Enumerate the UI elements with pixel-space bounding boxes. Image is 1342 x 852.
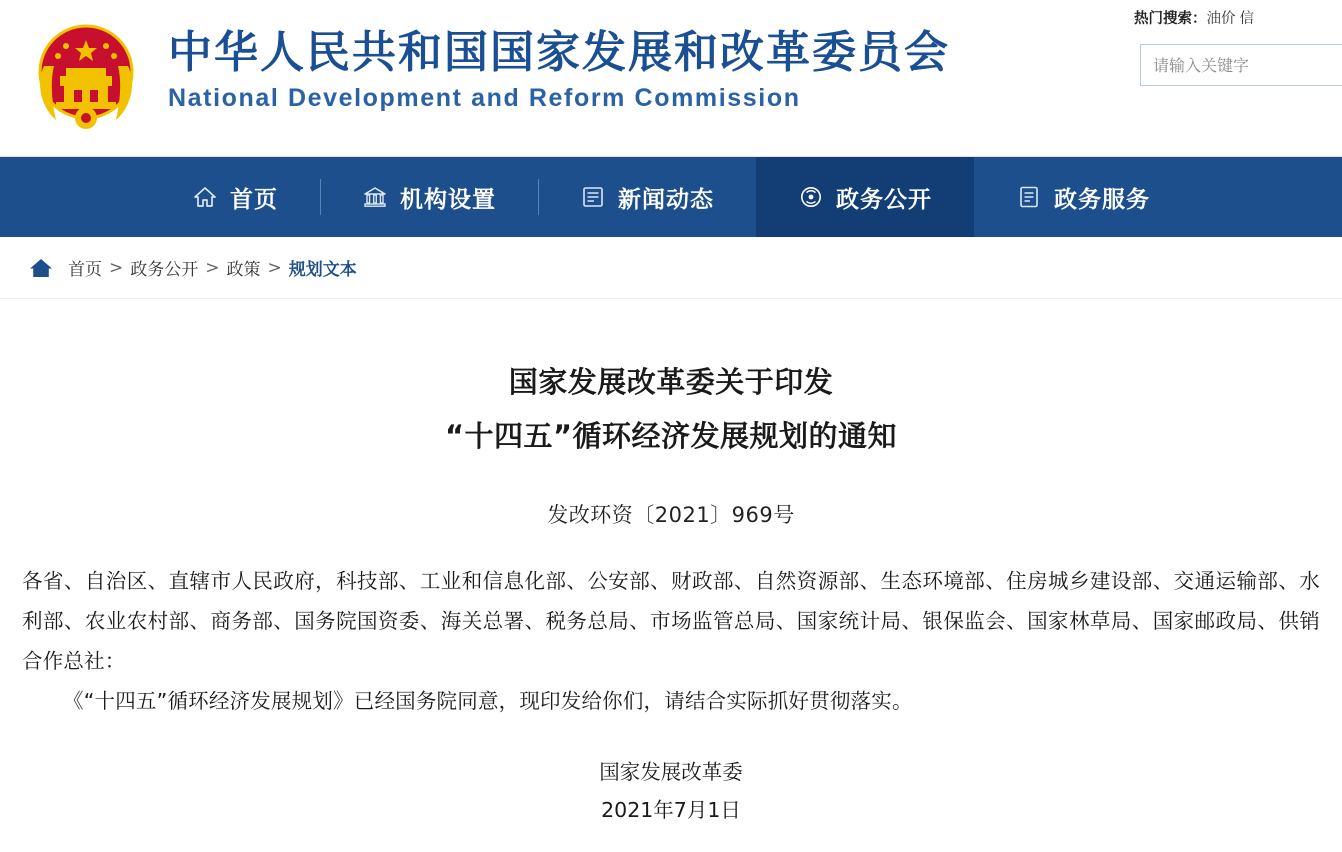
search-input[interactable] xyxy=(1141,45,1342,85)
nav-item-organization-label: 机构设置 xyxy=(400,186,496,213)
news-icon xyxy=(580,184,606,210)
nav-item-home-label: 首页 xyxy=(230,186,278,213)
document-paragraph-1: 《“十四五”循环经济发展规划》已经国务院同意，现印发给你们，请结合实际抓好贯彻落实。 xyxy=(63,689,913,713)
breadcrumb-separator-2: > xyxy=(267,257,282,278)
home-solid-icon xyxy=(28,255,54,281)
nav-item-government-services-label: 政务服务 xyxy=(1054,186,1150,213)
page-title xyxy=(22,355,1320,463)
nav-item-government-disclosure[interactable] xyxy=(756,157,974,237)
breadcrumb xyxy=(0,237,1342,299)
breadcrumb-item-2[interactable]: 政策 xyxy=(226,260,261,280)
nav-item-government-disclosure-label: 政务公开 xyxy=(836,186,932,213)
site-title-en: National Development and Reform Commission xyxy=(168,84,801,112)
nav-item-news[interactable] xyxy=(538,157,756,237)
document-signature-block xyxy=(22,753,1320,829)
hot-search-term-1[interactable]: 信 xyxy=(1239,11,1254,27)
document-number: 发改环资〔2021〕969号 xyxy=(547,503,795,527)
breadcrumb-item-1[interactable]: 政务公开 xyxy=(130,260,199,280)
document-date: 2021年7月1日 xyxy=(601,798,741,822)
nav-item-organization[interactable] xyxy=(320,157,538,237)
document-body xyxy=(22,561,1320,721)
nav-item-news-label: 新闻动态 xyxy=(618,186,714,213)
article xyxy=(0,355,1342,829)
breadcrumb-current: 规划文本 xyxy=(288,260,357,280)
site-title-cn: 中华人民共和国国家发展和改革委员会 xyxy=(168,27,950,78)
hot-search-label: 热门搜索： xyxy=(1134,11,1207,27)
hot-search xyxy=(1112,8,1342,30)
page-title-line-2: “十四五”循环经济发展规划的通知 xyxy=(444,419,898,453)
document-issuer: 国家发展改革委 xyxy=(599,760,743,784)
national-emblem-icon xyxy=(22,14,150,142)
page-title-line-1: 国家发展改革委关于印发 xyxy=(508,365,834,399)
search-area xyxy=(1112,0,1342,86)
breadcrumb-item-0[interactable]: 首页 xyxy=(68,260,102,280)
hot-search-term-0[interactable]: 油价 xyxy=(1206,11,1236,27)
site-title xyxy=(168,26,950,116)
document-icon xyxy=(1016,184,1042,210)
nav-item-home[interactable] xyxy=(150,157,320,237)
nav-item-government-services[interactable] xyxy=(974,157,1192,237)
search-box[interactable] xyxy=(1140,44,1342,86)
site-header xyxy=(0,0,1342,157)
broadcast-icon xyxy=(798,184,824,210)
breadcrumb-separator-1: > xyxy=(205,257,220,278)
bank-icon xyxy=(362,184,388,210)
document-recipients: 各省、自治区、直辖市人民政府，科技部、工业和信息化部、公安部、财政部、自然资源部、生态环境部、住房城乡建设部、交通运输部、水利部、农业农村部、商务部、国务院国资委、海关总署、税务总局、市场监管总局、国家统计局、银保监会、国家林草局、国家邮政局、供销合作总社： xyxy=(22,569,1320,673)
home-icon xyxy=(192,184,218,210)
main-navigation xyxy=(0,157,1342,237)
breadcrumb-separator-0: > xyxy=(109,257,124,278)
